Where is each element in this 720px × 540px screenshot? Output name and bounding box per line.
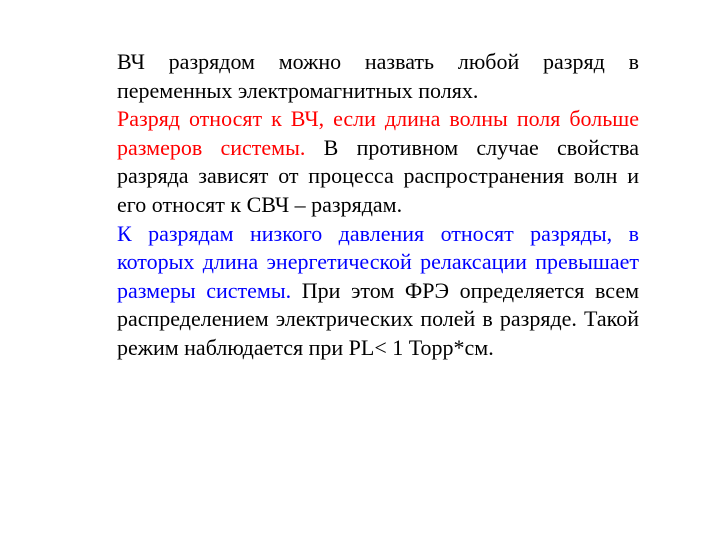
microwave-condition-text: В противном случае свойства разряда зависят от процесса распространения волн и его относят к СВЧ – разрядам. [117,134,639,217]
paragraph-hf-vs-microwave [117,105,639,219]
low-pressure-definition-text: К разрядам низкого давления относят разряды, в которых длина энергетической релаксации превышает размеры системы. [117,220,639,303]
paragraph-low-pressure-discharge [117,220,639,363]
slide-text-block [117,48,639,363]
hf-condition-text: Разряд относят к ВЧ, если длина волны поля больше размеров системы. [117,106,639,160]
edf-regime-text: При этом ФРЭ определяется всем распределением электрических полей в разряде. Такой режим наблюдается при PL< 1 Торр*см. [117,277,640,360]
hf-discharge-definition-text: ВЧ разрядом можно назвать любой разряд в переменных электромагнитных полях. [117,49,639,103]
paragraph-hf-discharge-definition [117,48,639,105]
